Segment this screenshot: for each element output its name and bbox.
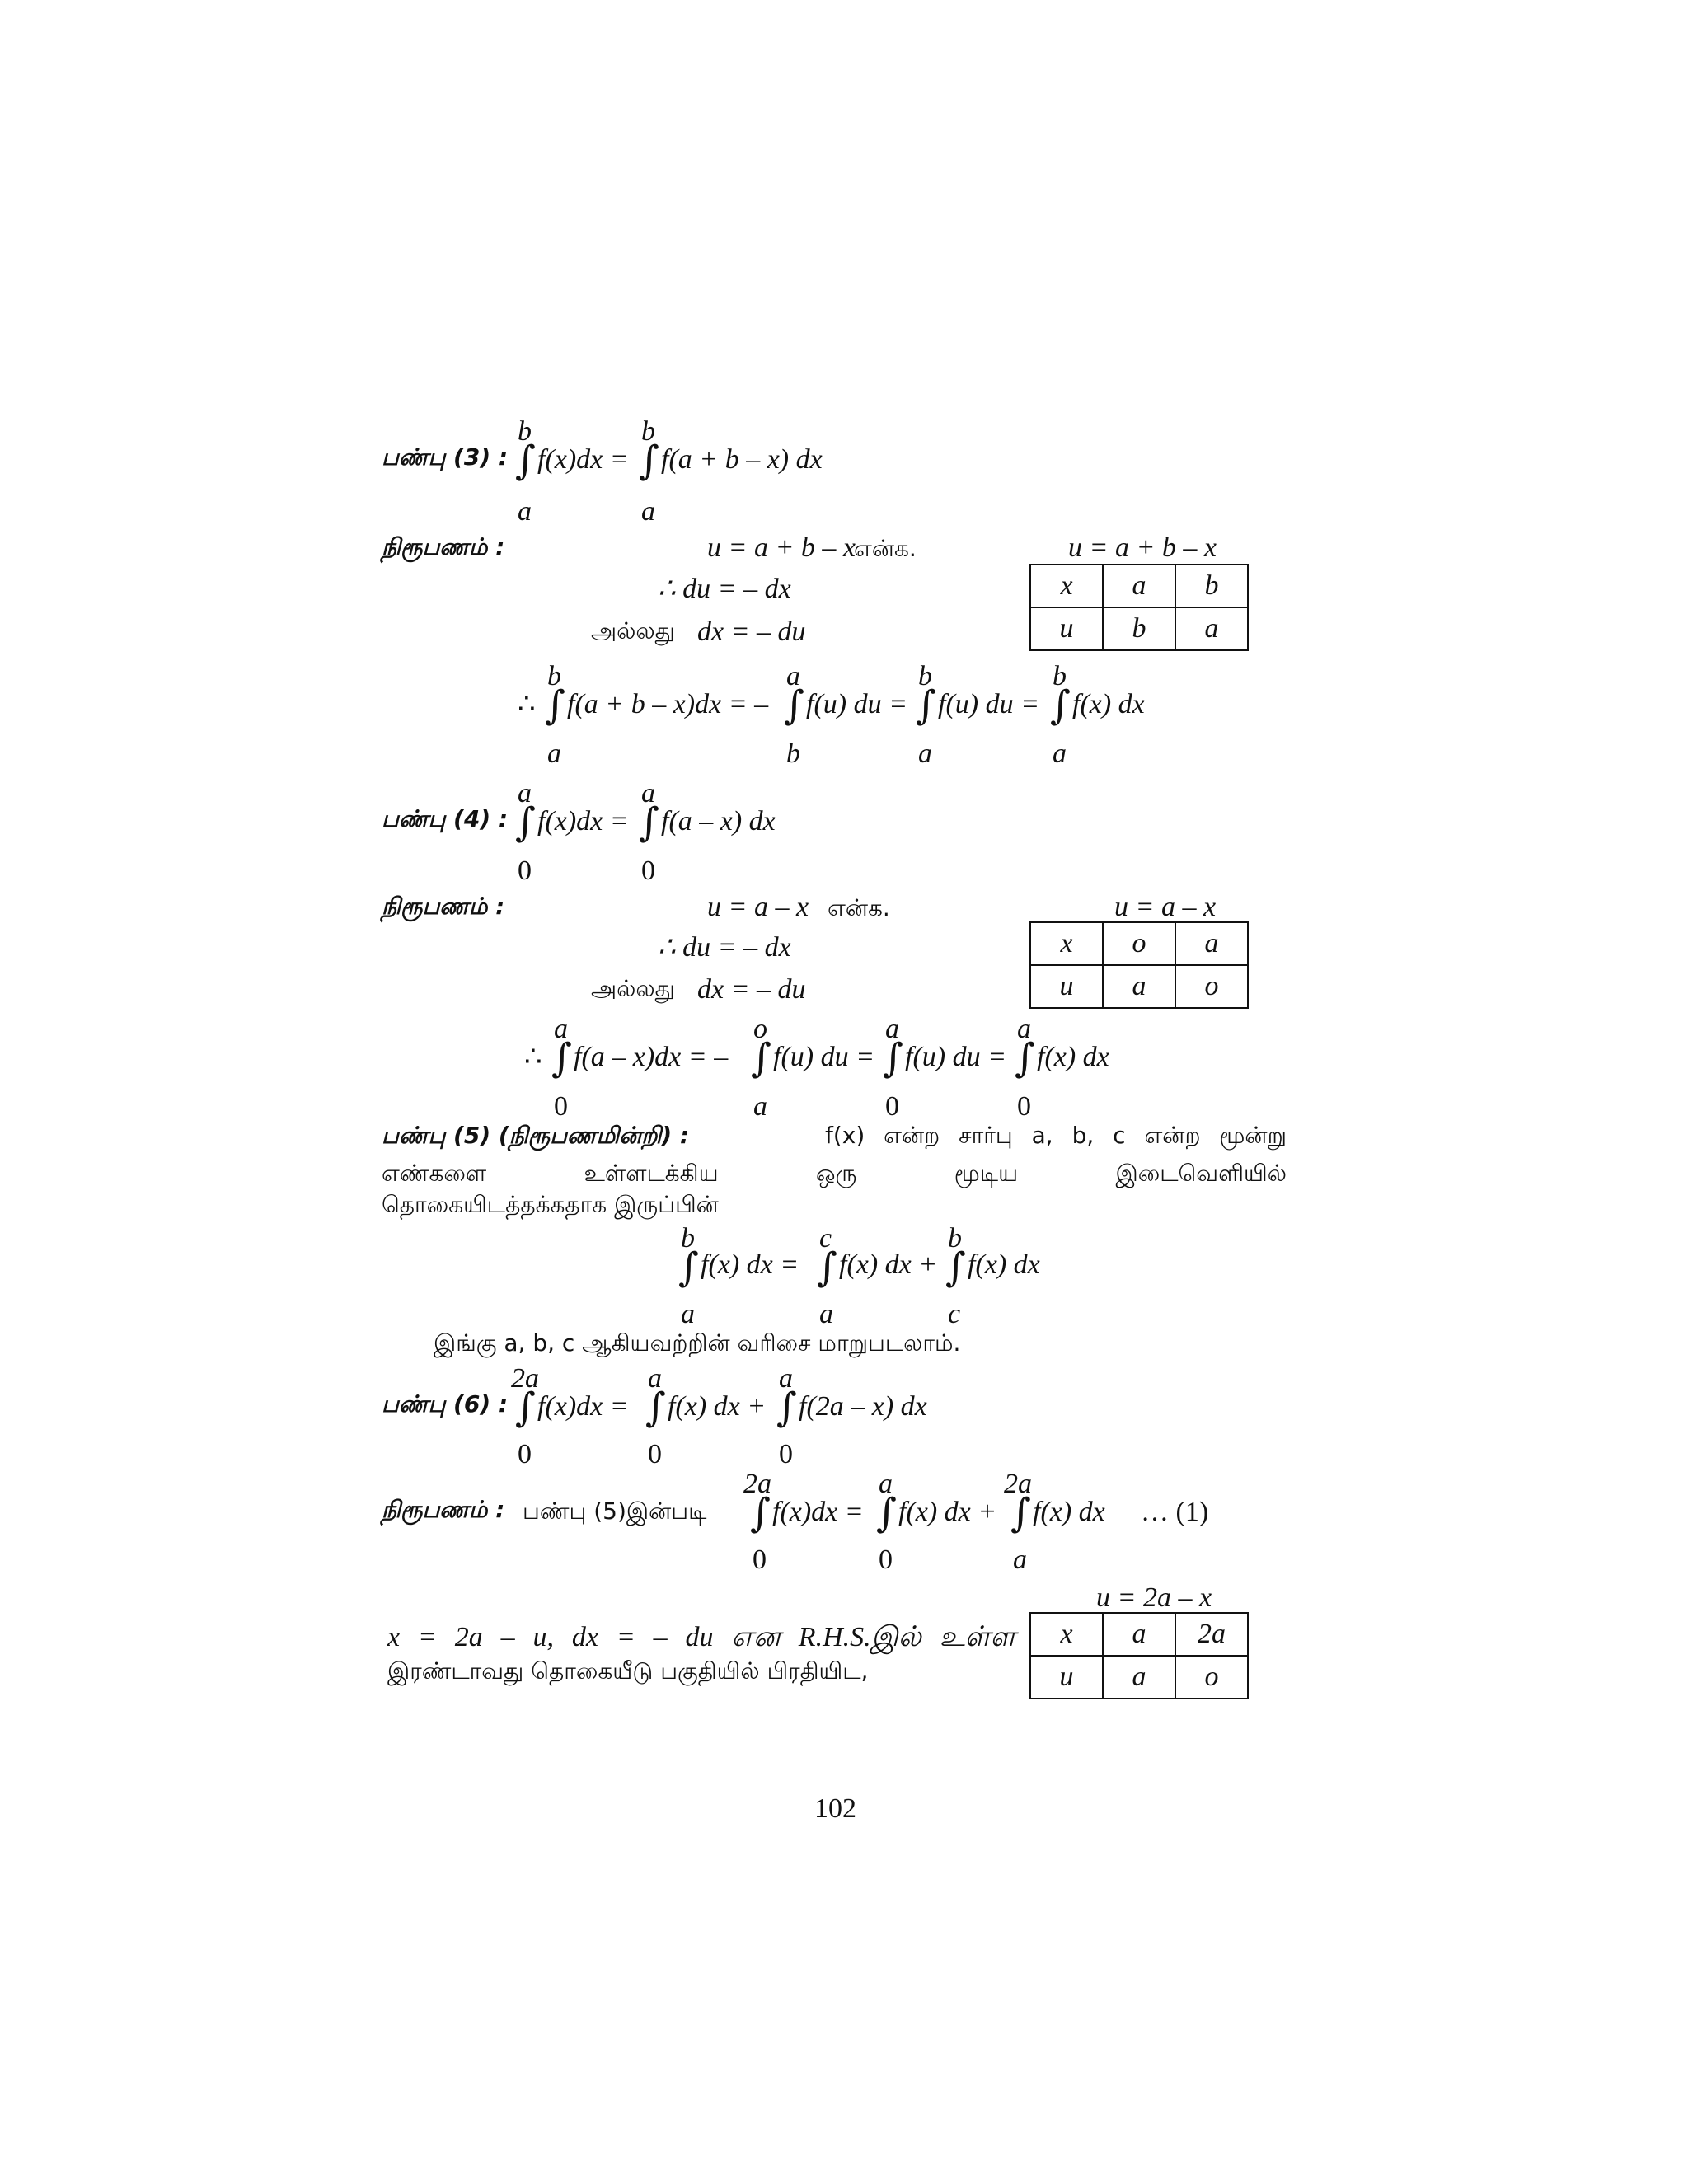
upper-limit: a: [885, 1014, 899, 1044]
table-cell: x: [1030, 922, 1103, 965]
table-cell: b: [1175, 565, 1248, 607]
integral-sign: ∫: [876, 1490, 898, 1536]
upper-limit: b: [1053, 661, 1067, 691]
table-cell: 2a: [1175, 1613, 1248, 1656]
integral-body: f(x) dx +: [839, 1249, 938, 1280]
table-cell: x: [1030, 1613, 1103, 1656]
property-5-note: இங்கு a, b, c ஆகியவற்றின் வரிசை மாறுபடலாம்.: [434, 1329, 961, 1357]
upper-limit: 2a: [743, 1469, 771, 1499]
lower-limit: c: [948, 1299, 961, 1329]
integral-body: f(x)dx =: [537, 806, 629, 837]
integral-sign: ∫: [751, 1035, 772, 1081]
integral-sign: ∫: [678, 1244, 700, 1291]
lower-limit: 0: [641, 855, 655, 886]
upper-limit: 2a: [511, 1363, 539, 1394]
integral-sign: ∫: [639, 438, 660, 484]
substitution-expr: u = a + b – x: [707, 532, 856, 563]
integral-sign: ∫: [817, 1244, 838, 1291]
or-word: அல்லது: [591, 617, 675, 644]
lower-limit: a: [641, 496, 655, 527]
property-4-label: பண்பு (4) :: [382, 805, 509, 832]
upper-limit: a: [554, 1014, 568, 1044]
substitution-line-1: x = 2a – u, dx = – du என R.H.S.இல் உள்ள: [387, 1622, 1015, 1652]
lower-limit: b: [786, 738, 800, 769]
limits-table: [1029, 921, 1249, 1009]
limits-table: [1029, 1612, 1249, 1699]
lower-limit: 0: [879, 1544, 893, 1575]
table-cell: a: [1175, 607, 1248, 650]
lower-limit: 0: [779, 1439, 793, 1469]
proof-label: நிரூபணம் :: [382, 893, 505, 920]
integral-sign: ∫: [515, 438, 537, 484]
integral-body: f(u) du =: [806, 689, 908, 719]
integral-body: f(x) dx +: [668, 1391, 767, 1422]
integral-sign: ∫: [515, 1385, 537, 1431]
integral-sign: ∫: [776, 1385, 798, 1431]
lower-limit: 0: [753, 1544, 767, 1575]
limits-table: [1029, 564, 1249, 651]
lower-limit: a: [547, 738, 561, 769]
table-cell: o: [1175, 965, 1248, 1008]
integral-sign: ∫: [639, 799, 660, 846]
integral-body: f(x) dx: [968, 1249, 1040, 1280]
integral-sign: ∫: [545, 682, 566, 729]
lower-limit: a: [1053, 738, 1067, 769]
table-title: u = a – x: [1114, 892, 1217, 922]
substitution-expr: u = a – x: [707, 892, 809, 922]
page-number: 102: [814, 1793, 856, 1824]
table-cell: a: [1103, 1613, 1175, 1656]
table-cell: a: [1103, 965, 1175, 1008]
upper-limit: b: [518, 416, 532, 447]
derivative-line-2: dx = – du: [697, 616, 806, 647]
integral-body: f(u) du =: [938, 689, 1040, 719]
equation-number: … (1): [1141, 1497, 1209, 1527]
proof-label: நிரூபணம் :: [382, 533, 505, 560]
table-cell: x: [1030, 565, 1103, 607]
lower-limit: a: [681, 1299, 695, 1329]
upper-limit: c: [819, 1223, 832, 1254]
integral-sign: ∫: [916, 682, 937, 729]
integral-body: f(a + b – x) dx: [661, 444, 823, 475]
property-5-line-1: [382, 1124, 1287, 1147]
property-5-line-3: தொகையிடத்தக்கதாக இருப்பின்: [382, 1191, 719, 1218]
substitution-line-2: இரண்டாவது தொகையீடு பகுதியில் பிரதியிட,: [387, 1657, 869, 1685]
property-6-label: பண்பு (6) :: [382, 1390, 509, 1418]
integral-body: f(2a – x) dx: [799, 1391, 927, 1422]
upper-limit: b: [641, 416, 655, 447]
table-row: [1030, 565, 1248, 607]
integral-body: f(u) du =: [773, 1042, 875, 1072]
upper-limit: a: [648, 1363, 662, 1394]
upper-limit: b: [948, 1223, 962, 1254]
integral-body: f(x) dx: [1037, 1042, 1109, 1072]
or-word: அல்லது: [591, 975, 675, 1002]
table-cell: b: [1103, 607, 1175, 650]
integral-body: f(a – x)dx = –: [574, 1042, 729, 1072]
upper-limit: o: [753, 1014, 767, 1044]
upper-limit: a: [518, 778, 532, 808]
lower-limit: 0: [648, 1439, 662, 1469]
lower-limit: 0: [554, 1091, 568, 1122]
lower-limit: a: [753, 1091, 767, 1122]
upper-limit: 2a: [1004, 1469, 1032, 1499]
table-row: [1030, 922, 1248, 965]
integral-body: f(x)dx =: [772, 1497, 864, 1527]
integral-sign: ∫: [515, 799, 537, 846]
table-cell: a: [1103, 1656, 1175, 1699]
lower-limit: a: [1013, 1544, 1027, 1575]
integral-body: f(x)dx =: [537, 444, 629, 475]
integral-body: f(x)dx =: [537, 1391, 629, 1422]
integral-body: f(x) dx: [1072, 689, 1145, 719]
lower-limit: 0: [885, 1091, 899, 1122]
lower-limit: 0: [518, 1439, 532, 1469]
substitution-word: என்க.: [828, 894, 890, 921]
integral-sign: ∫: [1010, 1490, 1032, 1536]
lower-limit: a: [518, 496, 532, 527]
integral-body: f(x) dx +: [898, 1497, 997, 1527]
proof-label: நிரூபணம் :: [382, 1496, 505, 1523]
table-title: u = 2a – x: [1096, 1582, 1212, 1613]
integral-sign: ∫: [645, 1385, 667, 1431]
integral-body: f(u) du =: [905, 1042, 1007, 1072]
table-row: [1030, 965, 1248, 1008]
upper-limit: a: [1017, 1014, 1031, 1044]
table-cell: o: [1103, 922, 1175, 965]
substitution-word: என்க.: [854, 535, 917, 562]
table-cell: a: [1175, 922, 1248, 965]
upper-limit: a: [879, 1469, 893, 1499]
upper-limit: a: [641, 778, 655, 808]
lower-limit: 0: [518, 855, 532, 886]
table-title: u = a + b – x: [1068, 532, 1217, 563]
integral-body: f(x) dx =: [701, 1249, 799, 1280]
integral-sign: ∫: [784, 682, 805, 729]
integral-sign: ∫: [1050, 682, 1071, 729]
integral-body: f(a – x) dx: [661, 806, 776, 837]
table-row: [1030, 1613, 1248, 1656]
table-cell: a: [1103, 565, 1175, 607]
upper-limit: b: [681, 1223, 695, 1254]
derivative-line: ∴ du = – dx: [658, 932, 791, 963]
table-row: [1030, 1656, 1248, 1699]
integral-sign: ∫: [551, 1035, 573, 1081]
integral-sign: ∫: [883, 1035, 904, 1081]
lower-limit: 0: [1017, 1091, 1031, 1122]
upper-limit: a: [779, 1363, 793, 1394]
integral-sign: ∫: [945, 1244, 967, 1291]
lower-limit: a: [819, 1299, 833, 1329]
upper-limit: b: [918, 661, 932, 691]
property-3-label: பண்பு (3) :: [382, 443, 509, 471]
derivative-line: ∴ du = – dx: [658, 574, 791, 604]
derivative-line-2: dx = – du: [697, 974, 806, 1005]
table-row: [1030, 607, 1248, 650]
proof-6-text: பண்பு (5)இன்படி: [523, 1497, 707, 1525]
property-5-line-2: எண்களை உள்ளடக்கிய ஒரு மூடிய இடைவெளியில்: [382, 1160, 1287, 1187]
table-cell: u: [1030, 607, 1103, 650]
therefore-symbol: ∴: [518, 689, 536, 719]
table-cell: o: [1175, 1656, 1248, 1699]
property-5-text: f(x) என்ற சார்பு a, b, c என்ற மூன்று: [825, 1122, 1287, 1149]
integral-sign: ∫: [750, 1490, 771, 1536]
therefore-symbol: ∴: [524, 1042, 542, 1072]
lower-limit: a: [918, 738, 932, 769]
upper-limit: b: [547, 661, 561, 691]
upper-limit: a: [786, 661, 800, 691]
integral-body: f(a + b – x)dx = –: [567, 689, 769, 719]
table-cell: u: [1030, 965, 1103, 1008]
integral-sign: ∫: [1015, 1035, 1036, 1081]
property-5-label: பண்பு (5) (நிரூபணமின்றி) :: [382, 1122, 690, 1149]
integral-body: f(x) dx: [1033, 1497, 1105, 1527]
table-cell: u: [1030, 1656, 1103, 1699]
